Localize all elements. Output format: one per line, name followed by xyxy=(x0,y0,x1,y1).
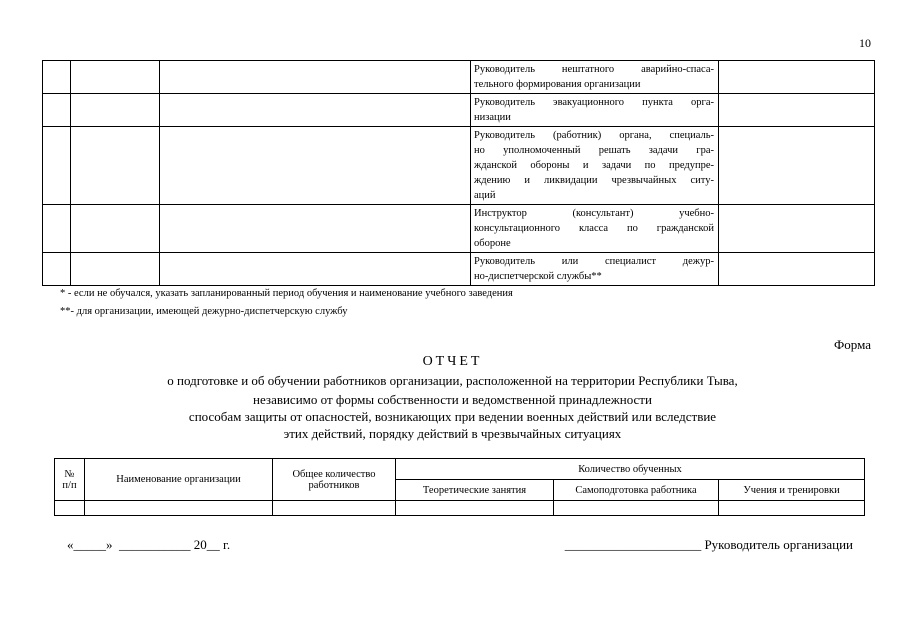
role-cell xyxy=(471,253,719,286)
role-line: консультационного класса по гражданской xyxy=(474,223,714,234)
date-line: «_____» ___________ 20__ г. xyxy=(67,537,231,552)
table-cell xyxy=(55,501,85,516)
table-cell xyxy=(43,127,71,205)
table-cell xyxy=(71,127,160,205)
column-header-number-line: п/п xyxy=(62,479,77,491)
column-header-drills: Учения и тренировки xyxy=(719,480,865,501)
table-cell xyxy=(719,127,875,205)
report-subtitle-line: способам защиты от опасностей, возникающих при ведении военных действий или вследствие xyxy=(188,409,717,424)
table-row xyxy=(43,253,875,286)
role-cell xyxy=(471,127,719,205)
table-cell xyxy=(719,94,875,127)
role-cell xyxy=(471,205,719,253)
table-cell xyxy=(719,205,875,253)
column-header-number xyxy=(55,459,85,501)
form-label: Форма xyxy=(834,337,871,352)
table-cell xyxy=(273,501,396,516)
role-line: обороне xyxy=(474,238,511,249)
role-line: Инструктор (консультант) учебно- xyxy=(474,208,714,219)
column-header-theory: Теоретические занятия xyxy=(396,480,554,501)
role-line: тельного формирования организации xyxy=(474,79,641,90)
column-header-total-employees xyxy=(273,459,396,501)
role-line: Руководитель нештатного аварийно-спаса- xyxy=(474,64,714,75)
role-cell xyxy=(471,61,719,94)
table-row xyxy=(55,501,865,516)
table-cell xyxy=(160,127,471,205)
table-row xyxy=(43,127,875,205)
role-line: Руководитель (работник) органа, специаль- xyxy=(474,130,714,141)
table-cell xyxy=(85,501,273,516)
role-line: но уполномоченный решать задачи гра- xyxy=(474,145,714,156)
table-cell xyxy=(71,61,160,94)
table-row xyxy=(43,205,875,253)
table-cell xyxy=(160,253,471,286)
role-line: аций xyxy=(474,190,496,201)
role-line: Руководитель или специалист дежур- xyxy=(474,256,714,267)
role-line: жданской обороны и задачи по предупре- xyxy=(474,160,714,171)
head-signature-line: _____________________ Руководитель организации xyxy=(564,537,853,552)
column-header-trained-count: Количество обученных xyxy=(396,459,865,480)
report-title: ОТЧЕТ xyxy=(422,354,483,369)
table-cell xyxy=(71,94,160,127)
table-cell xyxy=(719,253,875,286)
table-cell xyxy=(43,61,71,94)
role-line: ждению и ликвидации чрезвычайных ситу- xyxy=(474,175,714,186)
role-line: Руководитель эвакуационного пункта орга- xyxy=(474,97,714,108)
column-header-number-line: № xyxy=(64,468,75,480)
column-header-total-line: Общее количество xyxy=(292,468,376,480)
table-cell xyxy=(160,61,471,94)
table-cell xyxy=(43,253,71,286)
table-cell xyxy=(160,94,471,127)
table-cell xyxy=(396,501,554,516)
footnote-dispatch-service: **- для организации, имеющей дежурно-диспетчерскую службу xyxy=(60,306,348,317)
report-subtitle-line: о подготовке и об обучении работников организации, расположенной на территории Республики Тыва, xyxy=(167,373,738,388)
column-header-self-study: Самоподготовка работника xyxy=(554,480,719,501)
report-subtitle-line: этих действий, порядку действий в чрезвычайных ситуациях xyxy=(283,426,622,441)
column-header-total-line: работников xyxy=(308,479,360,491)
role-line: но-диспетчерской службы** xyxy=(474,271,602,282)
table-cell xyxy=(160,205,471,253)
role-line: низации xyxy=(474,112,511,123)
table-row xyxy=(43,94,875,127)
page-number: 10 xyxy=(859,36,871,50)
table-cell xyxy=(43,205,71,253)
footnote-not-trained: * - если не обучался, указать запланированный период обучения и наименование учебного заведения xyxy=(60,288,513,299)
table-cell xyxy=(554,501,719,516)
table-cell xyxy=(71,205,160,253)
table-cell xyxy=(719,501,865,516)
report-subtitle-line: независимо от формы собственности и ведомственной принадлежности xyxy=(253,392,652,407)
table-cell xyxy=(71,253,160,286)
column-header-organization: Наименование организации xyxy=(85,459,273,501)
role-cell xyxy=(471,94,719,127)
table-cell xyxy=(43,94,71,127)
table-cell xyxy=(719,61,875,94)
table-row xyxy=(43,61,875,94)
training-table-continuation xyxy=(42,60,875,286)
report-table xyxy=(54,458,865,516)
